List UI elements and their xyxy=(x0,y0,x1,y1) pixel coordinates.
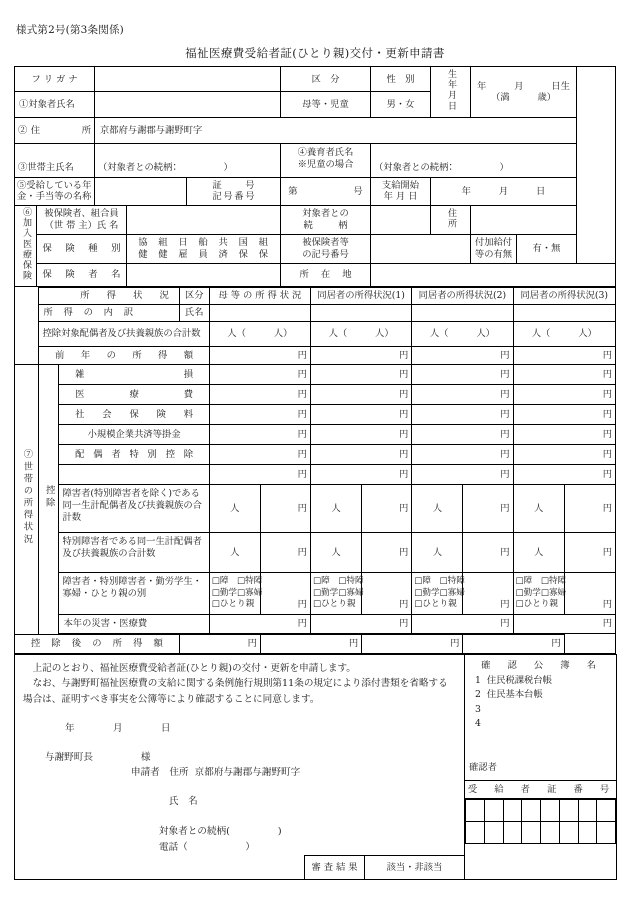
row-category xyxy=(15,572,616,614)
deduction-2-3[interactable]: 円 xyxy=(513,404,615,424)
insured-relation-input[interactable] xyxy=(371,206,431,235)
disabled-label: 障害者(特別障害者を除く)である同一生計配偶者及び扶養親族の合計数 xyxy=(59,484,209,532)
receipt-cell[interactable] xyxy=(522,822,541,844)
confirmation-item-1[interactable]: 1 住民税課税台帳 xyxy=(475,675,552,687)
receipt-cell[interactable] xyxy=(466,822,485,844)
income-breakdown-label: 所 得 の 内 訳 xyxy=(39,304,179,321)
insured-relation-label: 対象者との 続 柄 xyxy=(281,206,371,235)
confirmation-panel xyxy=(465,654,617,880)
deduction-2-0[interactable]: 円 xyxy=(209,404,310,424)
after-deduction-0[interactable]: 円 xyxy=(179,634,260,653)
category-checkboxes-0[interactable]: □障 □特障 □勤学□寡婦 □ひとり親 xyxy=(209,572,260,614)
insurance-section-label: ⑥加入医療保険 xyxy=(15,206,37,287)
category-checkboxes-3[interactable]: □障 □特障 □勤学□寡婦 □ひとり親 xyxy=(513,572,564,614)
income-status-label: 所 得 状 況 xyxy=(39,287,179,304)
row-deduction-1 xyxy=(15,384,616,404)
insurance-symbol-label: 被保険者等 の記号番号 xyxy=(281,235,371,264)
category-checkboxes-2[interactable]: □障 □特障 □勤学□寡婦 □ひとり親 xyxy=(412,572,463,614)
confirmer-label: 確認者 xyxy=(465,756,616,781)
receipt-cell[interactable] xyxy=(578,822,597,844)
pension-start-label: 支給開始 年 月 日 xyxy=(371,177,431,205)
receipt-cell[interactable] xyxy=(597,800,616,822)
receipt-number-grid[interactable] xyxy=(465,799,616,844)
review-label: 審 査 結 果 xyxy=(305,856,365,880)
after-deduction-3[interactable]: 円 xyxy=(463,634,564,653)
insured-address-input[interactable] xyxy=(471,206,577,235)
row-deduction-0 xyxy=(15,364,616,384)
gender-value[interactable]: 男・女 xyxy=(371,92,431,117)
furigana-input[interactable] xyxy=(95,67,281,92)
receipt-cell[interactable] xyxy=(503,822,522,844)
gender-label: 性 別 xyxy=(371,67,431,92)
income-col-2: 同居者の所得状況(2) xyxy=(412,287,513,304)
name-input-2[interactable] xyxy=(412,304,513,321)
applicant-phone-line[interactable]: 電話（ ） xyxy=(159,841,255,853)
row-household-head xyxy=(15,143,616,177)
deduction-label-1: 医 療 費 xyxy=(59,384,209,404)
income-header-2 xyxy=(15,304,616,321)
applicant-block xyxy=(15,765,465,856)
category-checkboxes-1[interactable]: □障 □特障 □勤学□寡婦 □ひとり親 xyxy=(310,572,361,614)
insurer-name-label: 保 険 者 名 xyxy=(37,264,127,287)
insurer-location-input[interactable] xyxy=(371,264,616,287)
row-address xyxy=(15,117,616,143)
household-head-relation[interactable]: （対象者との続柄： ） xyxy=(95,143,281,177)
confirmation-item-2[interactable]: 2 住民基本台帳 xyxy=(475,689,543,701)
declaration-date[interactable]: 年 月 日 xyxy=(65,723,171,735)
row-furigana xyxy=(15,67,616,92)
row-dependents xyxy=(15,321,616,346)
dependents-value-1[interactable]: 人（ 人） xyxy=(310,321,411,346)
income-col-1: 同居者の所得状況(1) xyxy=(310,287,411,304)
declaration-block xyxy=(15,654,465,765)
row-deduction-5 xyxy=(15,464,616,484)
receipt-grid-row-2[interactable] xyxy=(466,822,616,844)
category-amount-0[interactable]: 円 xyxy=(260,572,310,614)
pension-start-value[interactable]: 年 月 日 xyxy=(431,177,577,205)
disabled-count-2[interactable]: 人 xyxy=(412,484,463,532)
insurer-name-input[interactable] xyxy=(127,264,281,287)
dependents-value-2[interactable]: 人（ 人） xyxy=(412,321,513,346)
disabled-count-3[interactable]: 人 xyxy=(513,484,564,532)
disaster-3[interactable]: 円 xyxy=(513,614,615,633)
row-deduction-2 xyxy=(15,404,616,424)
insurance-type-label: 保 険 種 別 xyxy=(37,235,127,264)
deduction-section-label: 控除 xyxy=(39,364,59,634)
disaster-0[interactable]: 円 xyxy=(209,614,310,633)
deduction-label-4: 配 偶 者 特 別 控 除 xyxy=(59,444,209,464)
receipt-cell[interactable] xyxy=(484,822,503,844)
row-disaster xyxy=(15,614,616,633)
deduction-0-2[interactable]: 円 xyxy=(412,364,513,384)
dependents-value-3[interactable]: 人（ 人） xyxy=(513,321,615,346)
receipt-cell[interactable] xyxy=(466,800,485,822)
income-section-label: ⑦世帯の所得状況 xyxy=(15,364,39,634)
after-deduction-2[interactable]: 円 xyxy=(362,634,463,653)
receipt-cell[interactable] xyxy=(522,800,541,822)
income-header-1 xyxy=(15,287,616,304)
income-col-0: 母 等 の 所 得 状 況 xyxy=(209,287,310,304)
disabled-amount-1[interactable]: 円 xyxy=(362,484,412,532)
division-value[interactable]: 母等・児童 xyxy=(281,92,371,117)
division-col-label: 区分 xyxy=(179,287,209,304)
special-disabled-count-3[interactable]: 人 xyxy=(513,532,564,572)
division-label: 区 分 xyxy=(281,67,371,92)
row-prev-income xyxy=(15,346,616,364)
deduction-4-1[interactable]: 円 xyxy=(310,444,411,464)
pension-cert-value[interactable]: 第 号 xyxy=(281,177,371,205)
household-head-label: ③世帯主氏名 xyxy=(15,143,95,177)
address-label: ②住 所 xyxy=(15,117,95,143)
declaration-addressee: 与謝野町長 様 xyxy=(45,751,151,763)
insurance-type-value[interactable]: 協 組 日 船 共 国 組 健 健 雇 員 済 保 保 xyxy=(127,235,281,264)
declaration-line-1: 上記のとおり、福祉医療費受給者証(ひとり親)の交付・更新を申請します。 xyxy=(32,662,356,674)
applicant-name-input[interactable] xyxy=(95,92,281,117)
row-disabled xyxy=(15,484,616,532)
pension-cert-label: 証 号 記号番号 xyxy=(187,177,281,205)
special-disabled-amount-0[interactable]: 円 xyxy=(260,532,310,572)
row-deduction-3 xyxy=(15,424,616,444)
special-disabled-amount-3[interactable]: 円 xyxy=(564,532,615,572)
guardian-relation[interactable]: （対象者との続柄： ） xyxy=(371,143,577,177)
extra-benefit-label: 付加給付 等の有無 xyxy=(471,235,517,264)
deduction-5-2[interactable]: 円 xyxy=(412,464,513,484)
pension-label: ⑤受給している年金・手当等の名称 xyxy=(15,177,95,205)
deduction-5-0[interactable]: 円 xyxy=(209,464,310,484)
prev-income-label: 前 年 の 所 得 額 xyxy=(39,346,209,364)
disaster-1[interactable]: 円 xyxy=(310,614,411,633)
deduction-0-3[interactable]: 円 xyxy=(513,364,615,384)
bottom-section xyxy=(14,654,617,881)
special-disabled-count-0[interactable]: 人 xyxy=(209,532,260,572)
deduction-2-1[interactable]: 円 xyxy=(310,404,411,424)
income-table xyxy=(14,287,616,654)
guardian-label: ④養育者氏名 ※児童の場合 xyxy=(281,143,371,177)
insurance-symbol-input[interactable] xyxy=(371,235,471,264)
receipt-cell[interactable] xyxy=(503,800,522,822)
row-deduction-4 xyxy=(15,444,616,464)
special-disabled-count-1[interactable]: 人 xyxy=(310,532,361,572)
prev-income-3[interactable]: 円 xyxy=(513,346,615,364)
receipt-cell[interactable] xyxy=(559,800,578,822)
deduction-1-3[interactable]: 円 xyxy=(513,384,615,404)
deduction-1-2[interactable]: 円 xyxy=(412,384,513,404)
confirmation-title: 確 認 公 簿 名 xyxy=(481,659,600,671)
deduction-1-0[interactable]: 円 xyxy=(209,384,310,404)
special-disabled-amount-1[interactable]: 円 xyxy=(362,532,412,572)
receipt-grid-row-1[interactable] xyxy=(466,800,616,822)
applicant-name-line[interactable]: 氏 名 xyxy=(169,795,198,807)
prev-income-2[interactable]: 円 xyxy=(412,346,513,364)
category-amount-1[interactable]: 円 xyxy=(362,572,412,614)
form-number: 様式第2号(第3条関係) xyxy=(16,24,124,36)
name-input-3[interactable] xyxy=(513,304,615,321)
applicant-address-line[interactable]: 申請者 住所 京都府与謝郡与謝野町字 xyxy=(131,767,301,779)
birth-value[interactable]: 年 月 日生（満 歳） xyxy=(471,67,577,118)
prev-income-1[interactable]: 円 xyxy=(310,346,411,364)
row-pension xyxy=(15,177,616,205)
declaration-line-2: なお、与謝野町福祉医療費の支給に関する条例施行規則第11条の規定により添付書類を省略する場合は、証明すべき事実を公簿等により確認することに同意します。 xyxy=(23,678,448,705)
row-after-deduction xyxy=(15,634,616,653)
income-col-3: 同居者の所得状況(3) xyxy=(513,287,615,304)
special-disabled-count-2[interactable]: 人 xyxy=(412,532,463,572)
birth-label: 生年月日 xyxy=(431,67,471,118)
after-deduction-1[interactable]: 円 xyxy=(260,634,361,653)
deduction-3-0[interactable]: 円 xyxy=(209,424,310,444)
dependents-value-0[interactable]: 人（ 人） xyxy=(209,321,310,346)
category-label: 障害者・特別障害者・勤労学生・寡婦・ひとり親の別 xyxy=(59,572,209,614)
insurer-location-label: 所 在 地 xyxy=(281,264,371,287)
insured-name-input[interactable] xyxy=(127,206,281,235)
page-title: 福祉医療費受給者証(ひとり親)交付・更新申請書 xyxy=(185,46,445,60)
receipt-cell[interactable] xyxy=(541,822,560,844)
pension-name-input[interactable] xyxy=(95,177,187,205)
receipt-cell[interactable] xyxy=(597,822,616,844)
deduction-0-1[interactable]: 円 xyxy=(310,364,411,384)
deduction-4-3[interactable]: 円 xyxy=(513,444,615,464)
deduction-3-1[interactable]: 円 xyxy=(310,424,411,444)
extra-benefit-value[interactable]: 有・無 xyxy=(517,235,577,264)
deduction-5-3[interactable]: 円 xyxy=(513,464,615,484)
category-amount-2[interactable]: 円 xyxy=(463,572,513,614)
deduction-3-2[interactable]: 円 xyxy=(412,424,513,444)
deduction-5-1[interactable]: 円 xyxy=(310,464,411,484)
disabled-amount-2[interactable]: 円 xyxy=(463,484,513,532)
name-col-label: 氏名 xyxy=(179,304,209,321)
receipt-cell[interactable] xyxy=(559,822,578,844)
confirmation-item-4[interactable]: 4 xyxy=(475,718,481,730)
category-amount-3[interactable]: 円 xyxy=(564,572,615,614)
insured-name-label: 被保険者、組合員 （世 帯 主）氏 名 xyxy=(37,206,127,235)
row-insurer xyxy=(15,264,616,287)
special-disabled-label: 特別障害者である同一生計配偶者及び扶養親族の合計数 xyxy=(59,532,209,572)
deduction-2-2[interactable]: 円 xyxy=(412,404,513,424)
address-value[interactable]: 京都府与謝郡与謝野町字 xyxy=(95,117,577,143)
deduction-label-5[interactable] xyxy=(59,464,209,484)
special-disabled-amount-2[interactable]: 円 xyxy=(463,532,513,572)
dependents-label: 控除対象配偶者及び扶養親族の合計数 xyxy=(39,321,209,346)
review-spacer xyxy=(15,856,305,880)
prev-income-0[interactable]: 円 xyxy=(209,346,310,364)
disabled-count-0[interactable]: 人 xyxy=(209,484,260,532)
receipt-cell[interactable] xyxy=(484,800,503,822)
disabled-amount-3[interactable]: 円 xyxy=(564,484,615,532)
disabled-count-1[interactable]: 人 xyxy=(310,484,361,532)
name-input-0[interactable] xyxy=(209,304,310,321)
deduction-label-0: 雑 損 xyxy=(59,364,209,384)
confirmation-items xyxy=(465,673,616,756)
row-special-disabled xyxy=(15,532,616,572)
receipt-cell[interactable] xyxy=(541,800,560,822)
applicant-table xyxy=(14,66,616,287)
deduction-label-2: 社 会 保 険 料 xyxy=(59,404,209,424)
receipt-cell[interactable] xyxy=(578,800,597,822)
name-input-1[interactable] xyxy=(310,304,411,321)
insured-address-label: 住所 xyxy=(431,206,471,235)
disaster-2[interactable]: 円 xyxy=(412,614,513,633)
deduction-4-0[interactable]: 円 xyxy=(209,444,310,464)
row-insurance-type xyxy=(15,235,616,264)
deduction-4-2[interactable]: 円 xyxy=(412,444,513,464)
bottom-row xyxy=(15,654,617,765)
receipt-number-title: 受 給 者 証 番 号 xyxy=(465,781,616,799)
disabled-amount-0[interactable]: 円 xyxy=(260,484,310,532)
disaster-label: 本年の災害・医療費 xyxy=(59,614,209,633)
after-deduction-label: 控 除 後 の 所 得 額 xyxy=(15,634,180,653)
deduction-0-0[interactable]: 円 xyxy=(209,364,310,384)
deduction-3-3[interactable]: 円 xyxy=(513,424,615,444)
furigana-label: フ リ ガ ナ xyxy=(15,67,95,92)
review-value[interactable]: 該当・非該当 xyxy=(365,856,465,880)
applicant-name-label: ①対象者氏名 xyxy=(15,92,95,117)
applicant-relation-line[interactable]: 対象者との続柄( ) xyxy=(159,826,282,838)
deduction-1-1[interactable]: 円 xyxy=(310,384,411,404)
confirmation-item-3[interactable]: 3 xyxy=(475,703,481,715)
row-insured-name xyxy=(15,206,616,235)
deduction-label-3: 小規模企業共済等掛金 xyxy=(59,424,209,444)
